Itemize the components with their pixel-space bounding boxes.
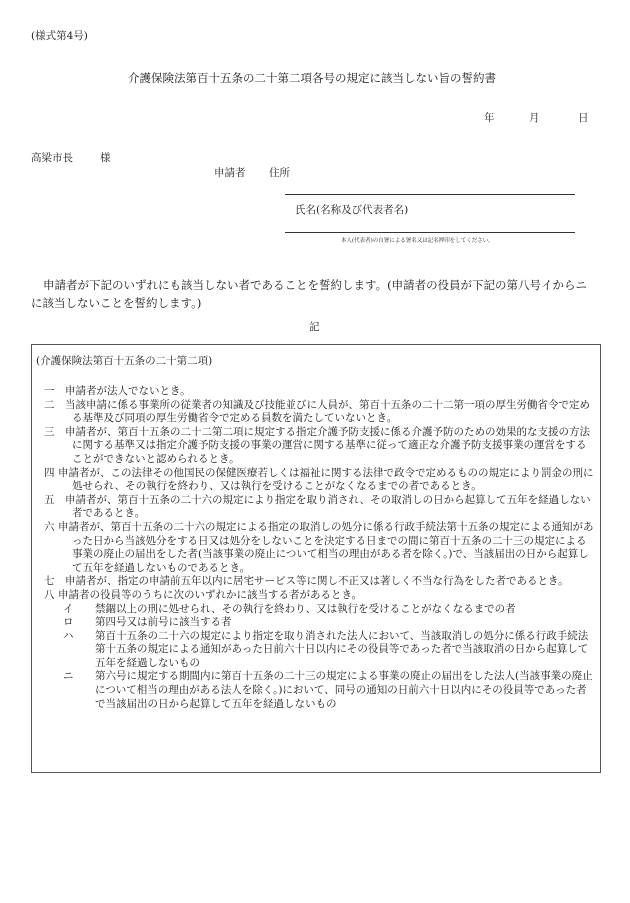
addressee-name: 高梁市長 bbox=[31, 152, 73, 164]
address-label: 住所 bbox=[269, 167, 290, 179]
item-number: 六 bbox=[44, 520, 55, 533]
item-number: 四 bbox=[44, 466, 55, 479]
subitem-mark: ロ bbox=[63, 616, 74, 629]
subitem-text: 第四号又は前号に該当する者 bbox=[95, 616, 232, 629]
applicant-label: 申請者 bbox=[214, 167, 246, 179]
item-text: 申請者が、この法律その他国民の保健医療若しくは福祉に関する法律で政令で定めるものの規定により罰金の刑に処せられ、その執行を終わり、又は執行を受けることがなくなるまでの者であるとき。 bbox=[58, 466, 594, 493]
item-number: 三 bbox=[44, 425, 55, 438]
list-item bbox=[36, 494, 596, 521]
subitem-mark: ハ bbox=[63, 629, 74, 642]
list-item bbox=[36, 385, 596, 399]
pledge-line-2: に該当しないことを誓約します。) bbox=[31, 296, 202, 310]
subitem-text: 第百十五条の二十六の規定により指定を取り消された法人において、当該取消しの処分に係る行政手続法第十五条の規定による通知があった日前六十日以内にその役員等であった者で当該取消の日から起算して五年を経過しないもの bbox=[95, 629, 589, 669]
item-text: 当該申請に係る事業所の従業者の知識及び技能並びに人員が、第百十五条の二十二第一項の厚生労働省令で定める基準及び同項の厚生労働省令で定める員数を満たしていないとき。 bbox=[65, 398, 590, 425]
item-number: 五 bbox=[44, 493, 55, 506]
item-text: 申請者が、指定の申請前五年以内に居宅サービス等に関し不正又は著しく不当な行為をした者であるとき。 bbox=[65, 575, 569, 588]
subitem-text: 第六号に規定する期間内に第百十五条の二十三の規定による事業の廃止の届出をした法人(当該事業の廃止について相当の理由がある法人を除く。)において、同号の通知の日前六十日以内にその役員等であった者で当該届出の日から起算して五年を経過しないもの bbox=[95, 670, 593, 710]
list-subitem bbox=[36, 616, 596, 630]
pledge-line-1: 申請者が下記のいずれにも該当しない者であることを誓約します。(申請者の役員が下記の第八号イからニ bbox=[43, 278, 588, 292]
name-label: 氏名(名称及び代表者名) bbox=[295, 204, 409, 216]
list-item bbox=[36, 467, 596, 494]
form-number: (様式第4号) bbox=[31, 30, 88, 42]
item-number: 二 bbox=[44, 398, 55, 411]
item-text: 申請者が法人でないとき。 bbox=[65, 385, 191, 397]
page-title: 介護保険法第百十五条の二十第二項各号の規定に該当しない旨の誓約書 bbox=[128, 71, 496, 85]
item-number: 一 bbox=[44, 385, 55, 397]
item-number: 八 bbox=[44, 588, 55, 601]
date-day-label: 日 bbox=[578, 112, 589, 124]
item-text: 申請者が、第百十五条の二十六の規定により指定を取り消され、その取消しの日から起算して五年を経過しない者であるとき。 bbox=[65, 493, 591, 520]
addressee-honorific: 様 bbox=[100, 152, 111, 164]
item-text: 申請者が、第百十五条の二十二第二項に規定する指定介護予防支援に係る介護予防のための効果的な支援の方法に関する基準又は指定介護予防支援の事業の運営に関する基準に従って適正な介護予防支援事業の運営をすることができないと認められるとき。 bbox=[65, 425, 590, 465]
list-item bbox=[36, 575, 596, 589]
subitem-mark: ニ bbox=[63, 670, 74, 683]
list-item bbox=[36, 399, 596, 426]
item-text: 申請者が、第百十五条の二十六の規定による指定の取消しの処分に係る行政手続法第十五条の規定による通知があった日から当該処分をする日又は処分をしないことを決定する日までの間に第百十五条の二十三の規定による事業の廃止の届出をした者(当該事業の廃止について相当の理由がある者を除く。)で、当該届出の日から起算して五年を経過しないものであるとき。 bbox=[58, 520, 594, 574]
ki-heading: 記 bbox=[309, 321, 320, 333]
box-heading: (介護保険法第百十五条の二十第二項) bbox=[36, 355, 213, 367]
subitem-mark: イ bbox=[63, 602, 74, 615]
item-text: 申請者の役員等のうちに次のいずれかに該当する者があるとき。 bbox=[58, 588, 363, 601]
list-subitem bbox=[36, 630, 596, 671]
list-item bbox=[36, 589, 596, 603]
list-subitem bbox=[36, 670, 596, 711]
list-item bbox=[36, 521, 596, 575]
list-item bbox=[36, 426, 596, 467]
name-line bbox=[285, 232, 575, 233]
provisions-list bbox=[36, 385, 596, 711]
item-number: 七 bbox=[44, 575, 55, 588]
address-line bbox=[285, 194, 575, 195]
list-subitem bbox=[36, 603, 596, 617]
subitem-text: 禁錮以上の刑に処せられ、その執行を終わり、又は執行を受けることがなくなるまでの者 bbox=[95, 602, 516, 615]
signature-note: 本人(代表者)の自署による署名又は記名押印をしてください。 bbox=[341, 238, 494, 244]
date-year-label: 年 bbox=[484, 112, 495, 124]
date-month-label: 月 bbox=[529, 112, 540, 124]
